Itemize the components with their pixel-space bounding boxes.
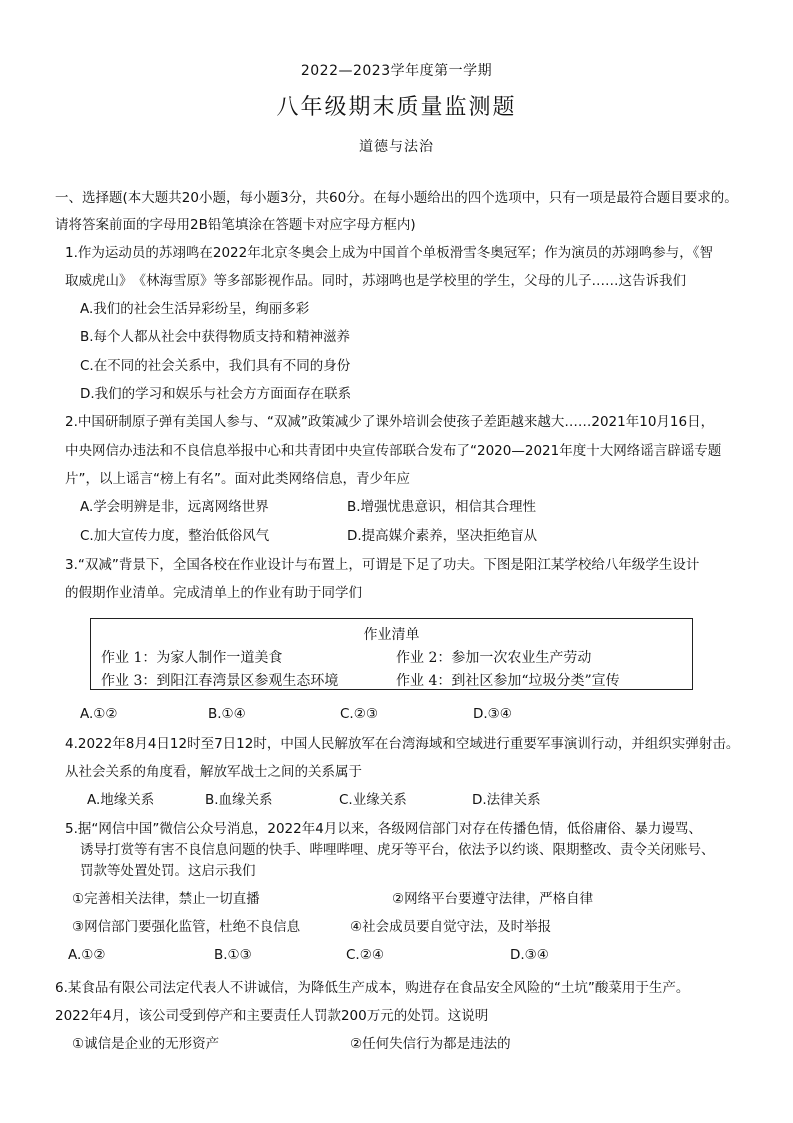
q5-statement-3: ③网信部门要强化监管，杜绝不良信息	[72, 919, 301, 935]
homework-item-4: 作业 4：到社区参加“垃圾分类”宣传	[396, 673, 620, 689]
q5-statement-1: ①完善相关法律，禁止一切直播	[72, 891, 260, 907]
q6-statement-2: ②任何失信行为都是违法的	[350, 1036, 511, 1052]
q4-option-b: B.血缘关系	[205, 792, 273, 808]
q5-stem-line1: 5.据“网信中国”微信公众号消息，2022年4月以来，各级网信部门对存在传播色情，低俗庸俗、暴力谩骂、	[65, 821, 702, 837]
q3-option-b: B.①④	[208, 706, 246, 722]
q5-stem-line3: 罚款等处置处罚。这启示我们	[80, 863, 256, 879]
q1-option-b: B.每个人都从社会中获得物质支持和精神滋养	[80, 329, 351, 345]
section-instructions-line2: 请将答案前面的字母用2B铅笔填涂在答题卡对应字母方框内)	[55, 217, 416, 233]
q3-stem-line1: 3.“双减”背景下，全国各校在作业设计与布置上，可谓是下足了功夫。下图是阳江某学校给八年级学生设计	[65, 557, 700, 573]
q5-statement-2: ②网络平台要遵守法律，严格自律	[392, 891, 594, 907]
q5-statement-4: ④社会成员要自觉守法，及时举报	[350, 919, 552, 935]
q5-option-c: C.②④	[346, 947, 384, 963]
q3-option-c: C.②③	[340, 706, 378, 722]
exam-term: 2022—2023学年度第一学期	[300, 63, 493, 79]
q3-option-a: A.①②	[80, 706, 118, 722]
q6-stem-line2: 2022年4月，该公司受到停产和主要责任人罚款200万元的处罚。这说明	[55, 1008, 489, 1024]
q2-option-c: C.加大宣传力度，整治低俗风气	[80, 528, 270, 544]
q2-option-d: D.提高媒介素养，坚决拒绝盲从	[347, 528, 538, 544]
homework-item-3: 作业 3：到阳江春湾景区参观生态环境	[101, 673, 339, 689]
q4-option-d: D.法律关系	[472, 792, 541, 808]
q1-stem-line2: 取威虎山》 《林海雪原》等多部影视作品。同时，苏翊鸣也是学校里的学生，父母的儿子……这告诉我们	[65, 273, 686, 289]
homework-item-1: 作业 1：为家人制作一道美食	[101, 650, 283, 666]
q3-option-d: D.③④	[473, 706, 512, 722]
q6-statement-1: ①诚信是企业的无形资产	[72, 1036, 220, 1052]
q5-option-a: A.①②	[68, 947, 106, 963]
q4-option-c: C.业缘关系	[339, 792, 407, 808]
q5-stem-line2: 诱导打赏等有害不良信息问题的快手、哔哩哔哩、虎牙等平台，依法予以约谈、限期整改、责令关闭账号、	[80, 842, 715, 858]
q5-option-d: D.③④	[510, 947, 549, 963]
q4-option-a: A.地缘关系	[87, 792, 155, 808]
q1-option-c: C.在不同的社会关系中，我们具有不同的身份	[80, 358, 351, 374]
q1-option-d: D.我们的学习和娱乐与社会方方面面存在联系	[80, 386, 352, 402]
q1-stem-line1: 1.作为运动员的苏翊鸣在2022年北京冬奥会上成为中国首个单板滑雪冬奥冠军；作为演员的苏翊鸣参与，《智	[65, 245, 713, 261]
q2-stem-line1: 2.中国研制原子弹有美国人参与、“双减”政策减少了课外培训会使孩子差距越来越大……2021年10月16日，	[65, 414, 715, 430]
q1-option-a: A.我们的社会生活异彩纷呈，绚丽多彩	[80, 301, 310, 317]
homework-list-table	[90, 618, 693, 690]
homework-list-title: 作业清单	[363, 627, 420, 643]
q2-option-a: A.学会明辨是非，远离网络世界	[80, 499, 269, 515]
homework-item-2: 作业 2：参加一次农业生产劳动	[396, 650, 592, 666]
q5-option-b: B.①③	[214, 947, 252, 963]
q3-stem-line2: 的假期作业清单。完成清单上的作业有助于同学们	[65, 585, 362, 601]
q2-option-b: B.增强忧患意识，相信其合理性	[347, 499, 537, 515]
q6-stem-line1: 6.某食品有限公司法定代表人不讲诚信，为降低生产成本，购进存在食品安全风险的“土坑”酸菜用于生产。	[55, 980, 690, 996]
q2-stem-line2: 中央网信办违法和不良信息举报中心和共青团中央宣传部联合发布了“2020—2021年度十大网络谣言辟谣专题	[65, 443, 722, 459]
section-instructions-line1: 一、选择题(本大题共20小题，每小题3分，共60分。在每小题给出的四个选项中，只有一项是最符合题目要求的。	[55, 190, 738, 206]
exam-subject: 道德与法治	[359, 139, 434, 155]
q4-stem-line1: 4.2022年8月4日12时至7日12时，中国人民解放军在台湾海域和空域进行重要军事演训行动，并组织实弹射击。	[65, 736, 740, 752]
q4-stem-line2: 从社会关系的角度看，解放军战士之间的关系属于	[65, 764, 362, 780]
q2-stem-line3: 片”，以上谣言“榜上有名”。面对此类网络信息，青少年应	[65, 471, 410, 487]
exam-title: 八年级期末质量监测题	[276, 95, 517, 120]
